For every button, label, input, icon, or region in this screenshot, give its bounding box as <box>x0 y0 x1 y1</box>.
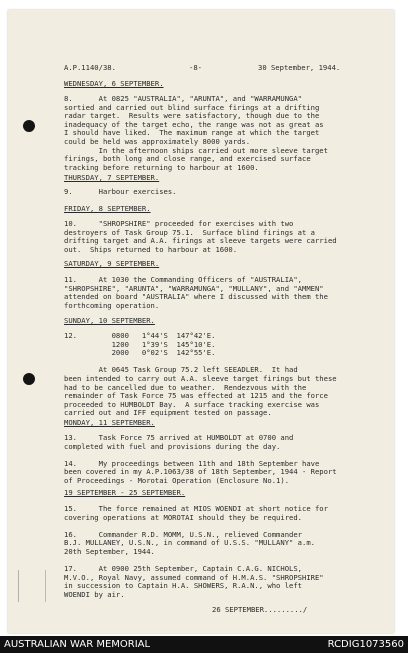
body-line: I should have liked. The maximum range at which the target <box>64 128 320 138</box>
body-line: of Proceedings - Morotai Operation (Enclosure No.1). <box>64 476 290 485</box>
body-line: WOENDI by air. <box>64 590 125 599</box>
body-line: 20th September, 1944. <box>64 547 155 556</box>
body-line: could be held was approximately 8000 yards. <box>64 137 251 146</box>
body-line: been covered in my A.P.1063/38 of 18th September, 1944 - Report <box>64 467 337 477</box>
body-line: In the afternoon ships carried out more sleeve target <box>64 145 328 155</box>
body-line: 16. Commander R.D. MOMM, U.S.N., relieved Commander <box>64 529 302 539</box>
punch-hole <box>23 373 35 385</box>
archive-record-id: RCDIG1073560 <box>327 639 404 650</box>
body-line: sortied and carried out blind surface firings at a drifting <box>64 102 320 112</box>
section-heading: FRIDAY, 8 SEPTEMBER. <box>64 204 151 213</box>
section-heading: SATURDAY, 9 SEPTEMBER. <box>64 259 160 268</box>
body-line: forthcoming operation. <box>64 300 160 310</box>
position-line: 1200 1°39'S 145°10'E. <box>64 339 216 349</box>
reference-number: A.P.1140/38. <box>64 63 116 72</box>
body-line: 15. The force remained at MIOS WOENDI at short notice for <box>64 504 328 513</box>
punch-hole <box>23 120 35 132</box>
body-line: 17. At 0900 25th September, Captain C.A.G. NICHOLS, <box>64 564 302 574</box>
body-line: M.V.O., Royal Navy, assumed command of H.M.A.S. "SHROPSHIRE" <box>64 572 324 582</box>
body-line: 8. At 0825 "AUSTRALIA", "ARUNTA", and "WARRAMUNGA" <box>64 94 302 103</box>
body-line: tracking before returning to harbour at 1600. <box>64 162 259 172</box>
body-line: "SHROPSHIRE", "ARUNTA", "WARRAMUNGA", "MULLANY", and "AMMEN" <box>64 283 324 293</box>
body-line: radar target. Results were satisfactory, though due to the <box>64 111 320 121</box>
archive-name: AUSTRALIAN WAR MEMORIAL <box>4 639 151 650</box>
body-line: destroyers of Task Group 75.1. Surface blind firings at a <box>64 227 315 237</box>
page-number: -8- <box>189 63 202 72</box>
position-line: 12. 0800 1°44'S 147°42'E. <box>64 331 216 340</box>
body-line: 11. At 1030 the Commanding Officers of "AUSTRALIA", <box>64 275 302 284</box>
body-line: out. Ships returned to harbour at 1600. <box>64 244 238 254</box>
body-line: proceeded to HUMBOLDT Bay. A surface tracking exercise was <box>64 399 320 409</box>
body-line: had to be cancelled due to weather. Rendezvous with the <box>64 382 307 392</box>
body-line: 9. Harbour exercises. <box>64 187 177 196</box>
body-line: in succession to Captain H.A. SHOWERS, R.A.N., who left <box>64 581 302 591</box>
body-line: inadequacy of the target echo, the range was not as great as <box>64 119 324 129</box>
section-heading: SUNDAY, 10 SEPTEMBER. <box>64 316 155 325</box>
body-line: been intended to carry out A.A. sleeve target firings but these <box>64 374 337 383</box>
body-line: 10. "SHROPSHIRE" proceeded for exercises with two <box>64 219 294 228</box>
body-line: remainder of Task Force 75 was effected at 1215 and the force <box>64 391 328 401</box>
body-line: At 0645 Task Group 75.2 left SEEADLER. It had <box>64 365 298 375</box>
continuation-catchword: 26 SEPTEMBER........./ <box>212 605 308 614</box>
body-line: 13. Task Force 75 arrived at HUMBOLDT at 0700 and <box>64 433 294 442</box>
body-line: B.J. MULLANEY, U.S.N., in command of U.S.S. "MULLANY" a.m. <box>64 538 315 548</box>
body-line: carried out and IFF equipment tested on passage. <box>64 408 272 418</box>
section-heading: WEDNESDAY, 6 SEPTEMBER. <box>64 79 164 88</box>
document-date: 30 September, 1944. <box>258 63 341 72</box>
body-line: attended on board "AUSTRALIA" where I discussed with them the <box>64 292 328 302</box>
body-line: drifting target and A.A. firings at sleeve targets were carried <box>64 236 337 246</box>
body-line: completed with fuel and provisions during the day. <box>64 441 281 451</box>
section-heading: THURSDAY, 7 SEPTEMBER. <box>64 173 160 182</box>
body-line: firings, both long and close range, and exercised surface <box>64 154 311 164</box>
section-heading: 19 SEPTEMBER - 25 SEPTEMBER. <box>64 488 186 497</box>
body-line: 14. My proceedings between 11th and 18th September have <box>64 458 320 468</box>
position-line: 2000 0°02'S 142°55'E. <box>64 348 216 358</box>
body-line: covering operations at MOROTAI should they be required. <box>64 512 302 522</box>
archive-footer-bar <box>0 636 408 653</box>
section-heading: MONDAY, 11 SEPTEMBER. <box>64 418 155 427</box>
margin-pencil-mark <box>18 570 46 602</box>
